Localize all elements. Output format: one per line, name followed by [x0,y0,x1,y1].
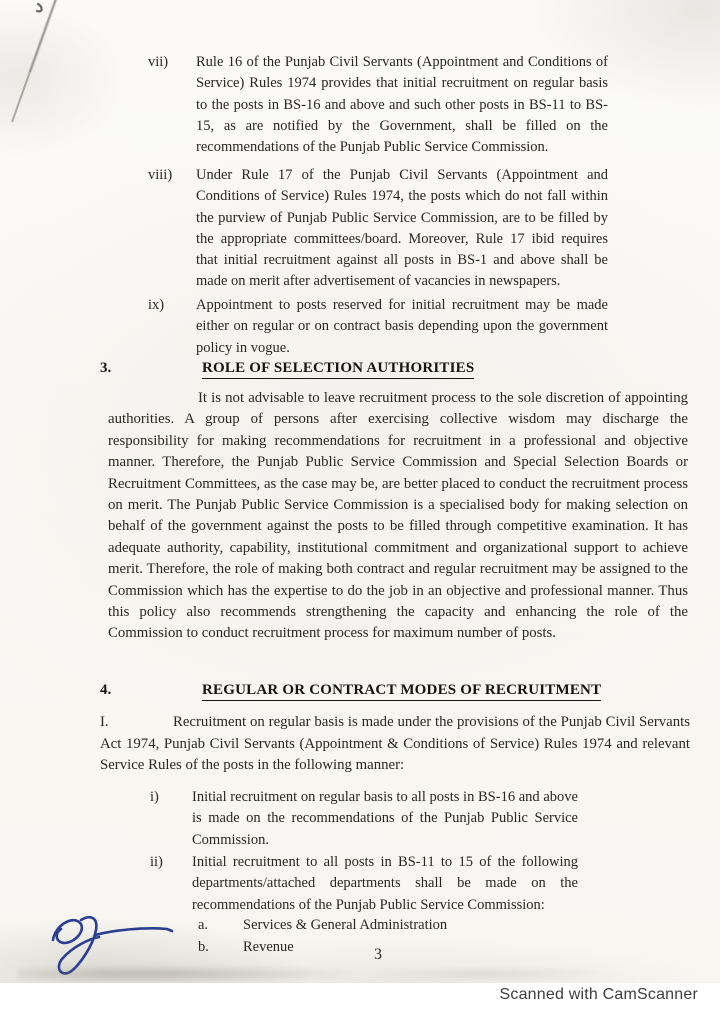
clause-marker: I. [100,714,109,730]
camscanner-label: Scanned with CamScanner [499,986,698,1003]
camscanner-footer [0,983,720,1019]
clause-I [100,712,690,777]
list-item-text: Services & General Administration [243,917,448,933]
list-item-ix [148,295,608,359]
list-marker: i) [150,789,159,805]
dept-item-a [198,915,618,936]
list-item-text: Revenue [243,939,294,955]
sub-item-i [150,787,578,851]
list-marker: viii) [148,167,173,183]
section-title: REGULAR OR CONTRACT MODES OF RECRUITMENT [202,682,601,701]
page-number: 3 [374,946,382,963]
list-item-viii [148,165,608,293]
section-heading-4 [100,682,601,701]
scan-shadow [18,966,368,982]
list-item-text: Rule 16 of the Punjab Civil Servants (Appointment and Conditions of Service) Rules 1974 provides that initial recruitment on regular basis to the posts in BS-16 and above and such other posts in BS-11 to BS-15, as are notified by the Government, shall be filled on the recommendations of the Punjab Public Service Commission. [196,54,608,156]
list-item-text: Initial recruitment to all posts in BS-11 to 15 of the following departments/attached departments shall be made on the recommendations of the Punjab Public Service Commission: [192,854,578,913]
clause-text: Recruitment on regular basis is made under the provisions of the Punjab Civil Servants Act 1974, Punjab Civil Servants (Appointment & Conditions of Service) Rules 1974 and relevant Service Rules of the posts in the following manner: [100,714,690,774]
list-item-text: Appointment to posts reserved for initial recruitment may be made either on regular or on contract basis depending upon the government policy in vogue. [196,297,608,356]
list-marker: b. [198,939,209,955]
page-crease-mark [0,0,90,160]
sub-item-ii [150,852,578,916]
scan-shadow [360,968,620,980]
dept-item-b [198,937,618,958]
section-number: 3. [100,360,112,376]
list-marker: vii) [148,54,169,70]
section-3-paragraph: It is not advisable to leave recruitment process to the sole discretion of appointing authorities. A group of persons after exercising collective wisdom may discharge the responsibility for making recommendations for recruitment in a professional and objective manner. Therefore, the Punjab Public Service Commission and Special Selection Boards or Recruitment Committees, as the case may be, are better placed to conduct the recruitment process on merit. The Punjab Public Service Commission is a specialised body for making selection on behalf of the government against the posts to be filled through competitive examination. It has adequate authority, capability, institutional commitment and organizational support to achieve merit. Therefore, the role of making both contract and regular recruitment may be assigned to the Commission which has the expertise to do the job in an objective and professional manner. Thus this policy also recommends strengthening the capacity and enhancing the role of the Commission to conduct recruitment process for maximum number of posts. [108,390,688,642]
section-heading-3 [100,360,474,379]
section-number: 4. [100,682,112,698]
list-item-vii [148,52,608,158]
list-marker: ix) [148,297,165,313]
list-item-text: Under Rule 17 of the Punjab Civil Servants (Appointment and Conditions of Service) Rules 1974, the posts which do not fall within the purview of Punjab Public Service Commission, are to be filled by the appropriate committees/board. Moreover, Rule 17 ibid requires that initial recruitment against all posts in BS-1 and above shall be made on merit after advertisement of vacancies in newspapers. [196,167,608,290]
section-title: ROLE OF SELECTION AUTHORITIES [202,360,474,379]
list-item-text: Initial recruitment on regular basis to all posts in BS-16 and above is made on the recommendations of the Punjab Public Service Commission. [192,789,578,848]
list-marker: a. [198,917,209,933]
list-marker: ii) [150,854,163,870]
